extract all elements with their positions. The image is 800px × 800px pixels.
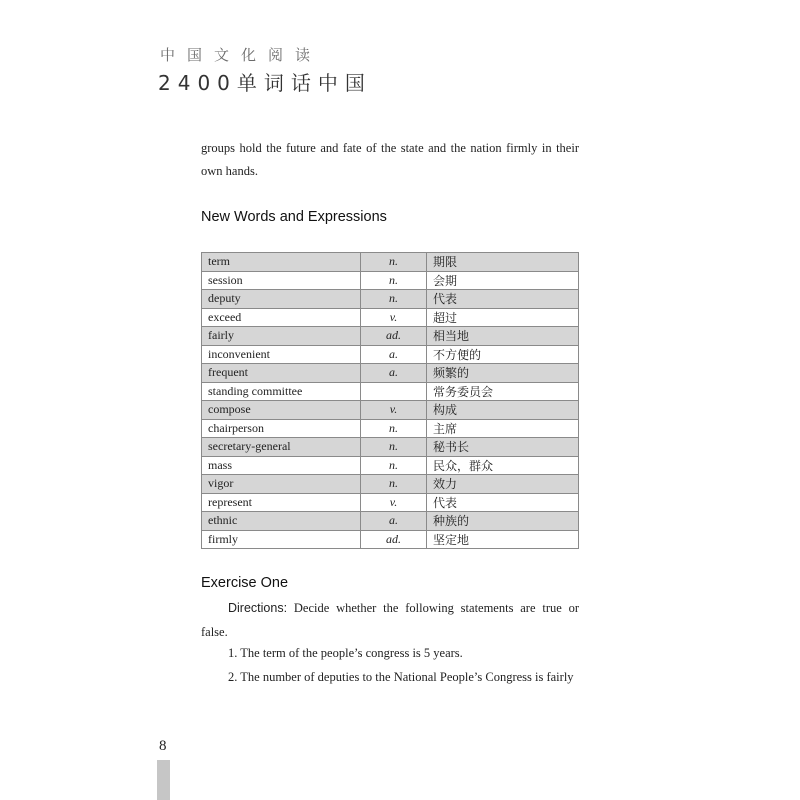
directions-text: Decide whether the following statements are true or false. xyxy=(201,601,580,639)
word-cell: ethnic xyxy=(202,512,361,531)
meaning-cell: 种族的 xyxy=(427,512,579,531)
pos-cell: a. xyxy=(361,364,427,383)
word-cell: firmly xyxy=(202,530,361,549)
table-row xyxy=(202,493,579,512)
word-cell: compose xyxy=(202,401,361,420)
meaning-cell: 民众，群众 xyxy=(427,456,579,475)
pos-cell: ad. xyxy=(361,530,427,549)
word-cell: chairperson xyxy=(202,419,361,438)
meaning-cell: 频繁的 xyxy=(427,364,579,383)
word-cell: represent xyxy=(202,493,361,512)
word-cell: deputy xyxy=(202,290,361,309)
pos-cell: v. xyxy=(361,308,427,327)
table-row xyxy=(202,401,579,420)
word-cell: session xyxy=(202,271,361,290)
statement-1: 1. The term of the people’s congress is 5 years. xyxy=(228,646,463,660)
page-number: 8 xyxy=(159,738,167,754)
table-row xyxy=(202,308,579,327)
pos-cell: n. xyxy=(361,253,427,272)
meaning-cell: 相当地 xyxy=(427,327,579,346)
page-edge-tab xyxy=(157,760,170,800)
pos-cell: a. xyxy=(361,345,427,364)
word-cell: exceed xyxy=(202,308,361,327)
pos-cell: n. xyxy=(361,438,427,457)
pos-cell: n. xyxy=(361,456,427,475)
meaning-cell: 不方便的 xyxy=(427,345,579,364)
meaning-cell: 主席 xyxy=(427,419,579,438)
table-row xyxy=(202,382,579,401)
table-row xyxy=(202,438,579,457)
intro-paragraph: groups hold the future and fate of the state and the nation firmly in their own hands. xyxy=(201,141,579,178)
meaning-cell: 坚定地 xyxy=(427,530,579,549)
table-row xyxy=(202,345,579,364)
word-cell: frequent xyxy=(202,364,361,383)
statement-2: 2. The number of deputies to the National People’s Congress is fairly xyxy=(228,670,574,684)
book-title: 2400单词话中国 xyxy=(158,71,372,95)
table-row xyxy=(202,530,579,549)
meaning-cell: 超过 xyxy=(427,308,579,327)
table-row xyxy=(202,419,579,438)
table-row xyxy=(202,253,579,272)
meaning-cell: 效力 xyxy=(427,475,579,494)
word-cell: secretary-general xyxy=(202,438,361,457)
word-cell: term xyxy=(202,253,361,272)
table-row xyxy=(202,364,579,383)
pos-cell: n. xyxy=(361,290,427,309)
pos-cell: n. xyxy=(361,475,427,494)
table-row xyxy=(202,327,579,346)
series-title: 中国文化阅读 xyxy=(160,46,323,64)
meaning-cell: 会期 xyxy=(427,271,579,290)
table-row xyxy=(202,512,579,531)
pos-cell: v. xyxy=(361,493,427,512)
vocabulary-table xyxy=(201,252,579,549)
meaning-cell: 构成 xyxy=(427,401,579,420)
table-row xyxy=(202,456,579,475)
exercise-heading: Exercise One xyxy=(201,575,289,591)
meaning-cell: 常务委员会 xyxy=(427,382,579,401)
word-cell: mass xyxy=(202,456,361,475)
pos-cell: n. xyxy=(361,419,427,438)
directions-paragraph xyxy=(201,596,579,644)
word-cell: vigor xyxy=(202,475,361,494)
table-row xyxy=(202,271,579,290)
directions-label: Directions: xyxy=(228,601,288,615)
new-words-heading: New Words and Expressions xyxy=(201,209,387,225)
word-cell: standing committee xyxy=(202,382,361,401)
pos-cell: a. xyxy=(361,512,427,531)
meaning-cell: 代表 xyxy=(427,290,579,309)
pos-cell xyxy=(361,382,427,401)
pos-cell: ad. xyxy=(361,327,427,346)
meaning-cell: 秘书长 xyxy=(427,438,579,457)
word-cell: inconvenient xyxy=(202,345,361,364)
meaning-cell: 期限 xyxy=(427,253,579,272)
table-row xyxy=(202,290,579,309)
meaning-cell: 代表 xyxy=(427,493,579,512)
pos-cell: n. xyxy=(361,271,427,290)
table-row xyxy=(202,475,579,494)
pos-cell: v. xyxy=(361,401,427,420)
word-cell: fairly xyxy=(202,327,361,346)
